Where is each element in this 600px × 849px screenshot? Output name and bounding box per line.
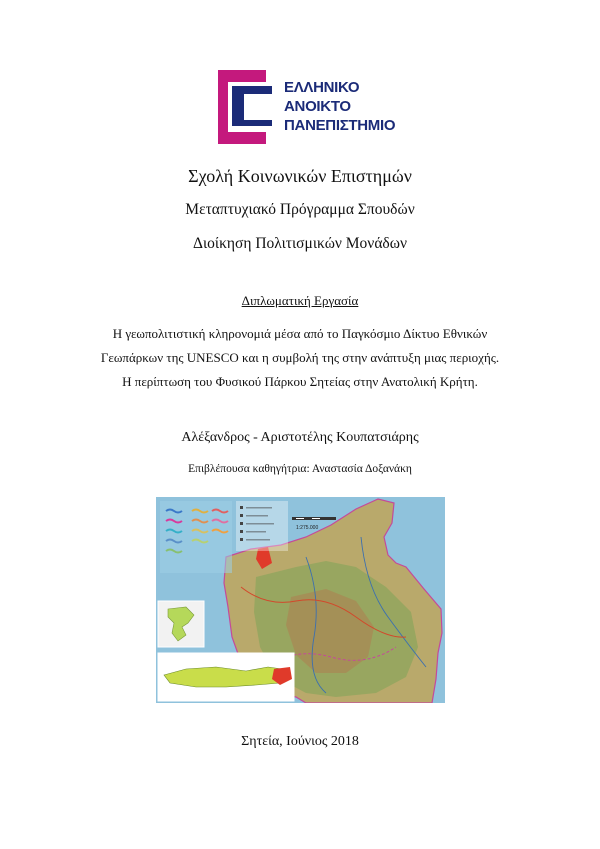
map-scale-label: 1:275.000 — [296, 525, 319, 531]
university-logo — [218, 70, 408, 144]
supervisor-name: Επιβλέπουσα καθηγήτρια: Αναστασία Δοξανάκη — [188, 463, 412, 475]
place-and-date: Σητεία, Ιούνιος 2018 — [241, 734, 359, 749]
document-type: Διπλωματική Εργασία — [241, 293, 359, 308]
logo-line-3: ΠΑΝΕΠΙΣΤΗΜΙΟ — [284, 117, 396, 134]
logo-line-2: ΑΝΟΙΚΤΟ — [284, 98, 351, 115]
thesis-title-line-1: Η γεωπολιτιστική κληρονομιά μέσα από το Παγκόσμιο Δίκτυο Εθνικών — [112, 326, 488, 341]
map-scale-bar-segment — [296, 518, 304, 519]
thesis-title — [0, 322, 600, 394]
university-logo-text — [284, 78, 395, 135]
school-name: Σχολή Κοινωνικών Επιστημών — [188, 166, 412, 186]
sitia-geopark-map — [156, 497, 445, 703]
thesis-title-line-3: Η περίπτωση του Φυσικού Πάρκου Σητείας στην Ανατολική Κρήτη. — [122, 374, 478, 389]
thesis-title-line-2: Γεωπάρκων της UNESCO και η συμβολή της στην ανάπτυξη μιας περιοχής. — [100, 350, 500, 365]
map-scale-bar-segment — [312, 518, 320, 519]
map-inset-crete-land — [164, 667, 288, 687]
university-logo-mark — [218, 70, 284, 144]
author-name: Αλέξανδρος - Αριστοτέλης Κουπατσιάρης — [181, 430, 419, 445]
department-name: Διοίκηση Πολιτισμικών Μονάδων — [193, 235, 407, 252]
program-name: Μεταπτυχιακό Πρόγραμμα Σπουδών — [185, 201, 415, 218]
logo-line-1: ΕΛΛΗΝΙΚΟ — [284, 79, 360, 96]
